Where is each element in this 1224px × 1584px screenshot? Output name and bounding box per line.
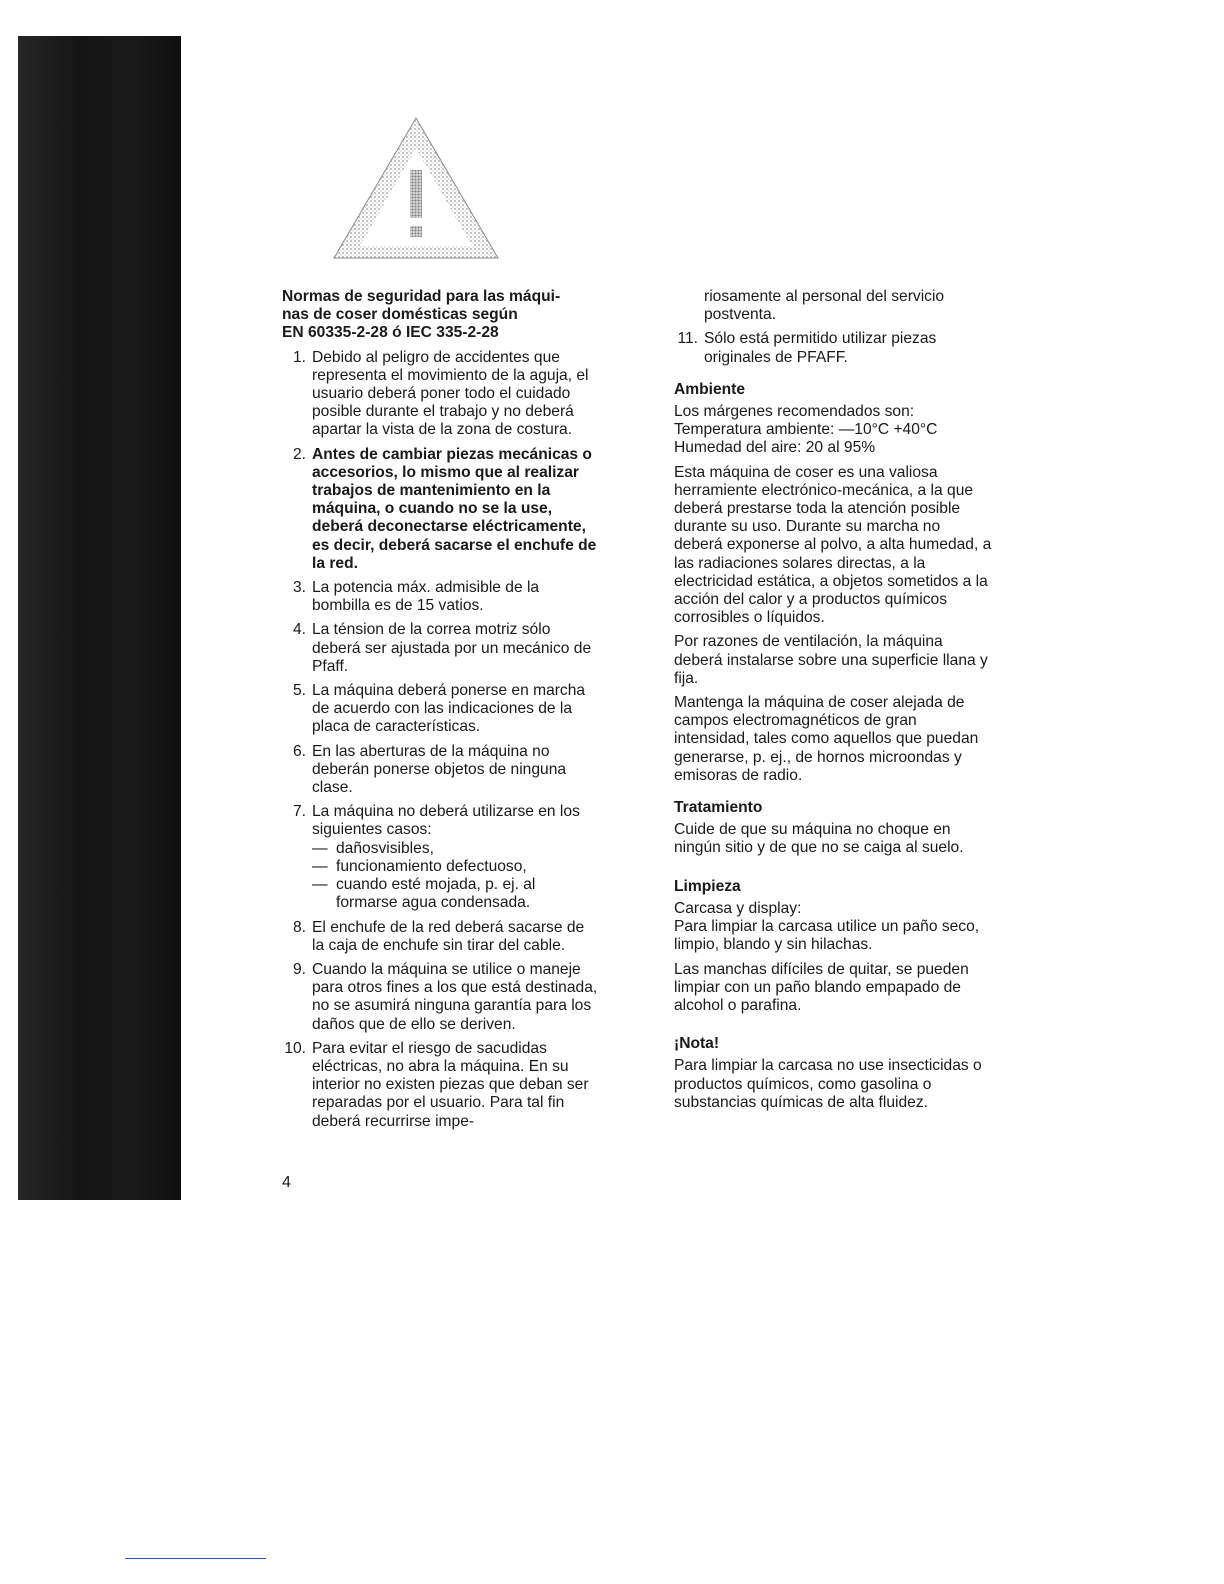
ambiente-line: Los márgenes recomendados son:	[674, 403, 915, 421]
item-text: En las aberturas de la máquina no deberán ponerse objetos de ninguna clase.	[312, 742, 567, 797]
list-item	[282, 1040, 600, 1131]
item-number: 1.	[292, 348, 306, 366]
item-text: La potencia máx. admisible de la bombilla es de 15 vatios.	[312, 579, 540, 615]
right-column	[674, 288, 992, 1118]
item-text: La máquina deberá ponerse en marcha de acuerdo con las indicaciones de la placa de características.	[312, 682, 586, 736]
ambiente-paragraph: Mantenga la máquina de coser alejada de campos electromagnéticos de gran intensidad, tales como aquellos que puedan generarse, p. ej., de hornos microondas y emisoras de radio.	[674, 694, 979, 784]
sub-list-item	[312, 858, 600, 876]
item-number: 2.	[292, 445, 306, 463]
item-number: 11.	[677, 330, 698, 348]
item-number: 3.	[292, 579, 306, 597]
list-item	[282, 349, 600, 440]
safety-heading-line: nas de coser domésticas según	[282, 306, 518, 324]
list-item	[282, 621, 600, 676]
item-text: Sólo está permitido utilizar piezas originales de PFAFF.	[704, 330, 937, 366]
sub-list-item	[312, 876, 600, 912]
item-text: La máquina no deberá utilizarse en los siguientes casos:	[312, 803, 580, 839]
list-item	[282, 682, 600, 737]
list-item	[282, 446, 600, 573]
item-number: 10.	[284, 1039, 306, 1057]
page-number: 4	[282, 1174, 291, 1191]
item-text: La ténsion de la correa motriz sólo deberá ser ajustada por un mecánico de Pfaff.	[312, 621, 592, 675]
dash-bullet: —	[312, 857, 328, 875]
dash-bullet: —	[312, 876, 328, 894]
limpieza-line: Para limpiar la carcasa utilice un paño seco, limpio, blando y sin hilachas.	[674, 918, 980, 954]
item-text: El enchufe de la red deberá sacarse de la caja de enchufe sin tirar del cable.	[312, 918, 585, 954]
list-item	[282, 961, 600, 1034]
item-10-continuation: riosamente al personal del servicio postventa.	[704, 288, 945, 324]
item-text: Cuando la máquina se utilice o maneje para otros fines a los que está destinada, no se asumirá ninguna garantía para los daños que de ello se deriven.	[312, 960, 598, 1033]
section-heading-ambiente: Ambiente	[674, 380, 746, 398]
sub-item-text: funcionamiento defectuoso,	[336, 857, 527, 875]
ambiente-line: Humedad del aire: 20 al 95%	[674, 439, 876, 457]
ambiente-paragraph: Por razones de ventilación, la máquina deberá instalarse sobre una superficie llana y fija.	[674, 633, 988, 687]
sub-item-text: dañosvisibles,	[336, 839, 434, 857]
list-item	[674, 330, 992, 366]
item-number: 9.	[292, 960, 306, 978]
tratamiento-paragraph: Cuide de que su máquina no choque en ningún sitio y de que no se caiga al suelo.	[674, 821, 964, 857]
list-item	[282, 919, 600, 955]
safety-rules-list	[282, 349, 600, 1131]
item-text: Debido al peligro de accidentes que representa el movimiento de la aguja, el usuario deberá poner todo el cuidado posible durante el trabajo y no deberá apartar la vista de la zona de costura.	[312, 348, 589, 439]
ambiente-line: Temperatura ambiente: —10°C +40°C	[674, 421, 938, 439]
list-item	[282, 803, 600, 912]
dash-bullet: —	[312, 839, 328, 857]
safety-heading-standard: EN 60335-2-28 ó IEC 335-2-28	[282, 324, 499, 342]
sub-item-text: cuando esté mojada, p. ej. al formarse agua condensada.	[336, 876, 536, 912]
item-number: 7.	[292, 803, 306, 821]
sub-list-item	[312, 840, 600, 858]
footer-rule	[125, 1558, 266, 1559]
list-item	[282, 579, 600, 615]
ambiente-ranges	[674, 403, 992, 458]
section-heading-tratamiento: Tratamiento	[674, 799, 763, 817]
limpieza-paragraph	[674, 900, 992, 955]
limpieza-line: Carcasa y display:	[674, 899, 802, 917]
warning-triangle-icon	[330, 112, 502, 262]
section-heading-nota: ¡Nota!	[674, 1035, 720, 1053]
item-number: 4.	[292, 621, 306, 639]
nota-paragraph: Para limpiar la carcasa no use insecticidas o productos químicos, como gasolina o substancias químicas de alta fluidez.	[674, 1057, 982, 1111]
item-number: 8.	[292, 918, 306, 936]
safety-heading-line: Normas de seguridad para las máqui-	[282, 288, 561, 305]
item-text: Para evitar el riesgo de sacudidas eléctricas, no abra la máquina. En su interior no existen piezas que deban ser reparadas por el usuario. Para tal fin deberá recurrirse impe-	[312, 1039, 589, 1130]
item-number: 5.	[292, 682, 306, 700]
limpieza-paragraph: Las manchas difíciles de quitar, se pueden limpiar con un paño blando empapado de alcohol o parafina.	[674, 960, 969, 1014]
item-number: 6.	[292, 742, 306, 760]
list-item	[282, 743, 600, 798]
scanned-page-edge	[18, 36, 181, 1200]
left-column	[282, 288, 600, 1137]
sub-list	[312, 840, 600, 913]
item-text: Antes de cambiar piezas mecánicas o accesorios, lo mismo que al realizar trabajos de mantenimiento en la máquina, o cuando no se la use, deberá deconectarse eléctricamente, es decir, deberá sacarse el enchufe de la red.	[312, 445, 597, 572]
section-heading-limpieza: Limpieza	[674, 877, 741, 895]
ambiente-paragraph: Esta máquina de coser es una valiosa herramiente electrónico-mecánica, a la que deberá prestarse toda la atención posible durante su uso. Durante su marcha no deberá exponerse al polvo, a alta humedad, a las radiaciones solares directas, a la electricidad estática, a objetos sometidos a la acción del calor y a productos químicos corrosibles o líquidos.	[674, 463, 992, 627]
